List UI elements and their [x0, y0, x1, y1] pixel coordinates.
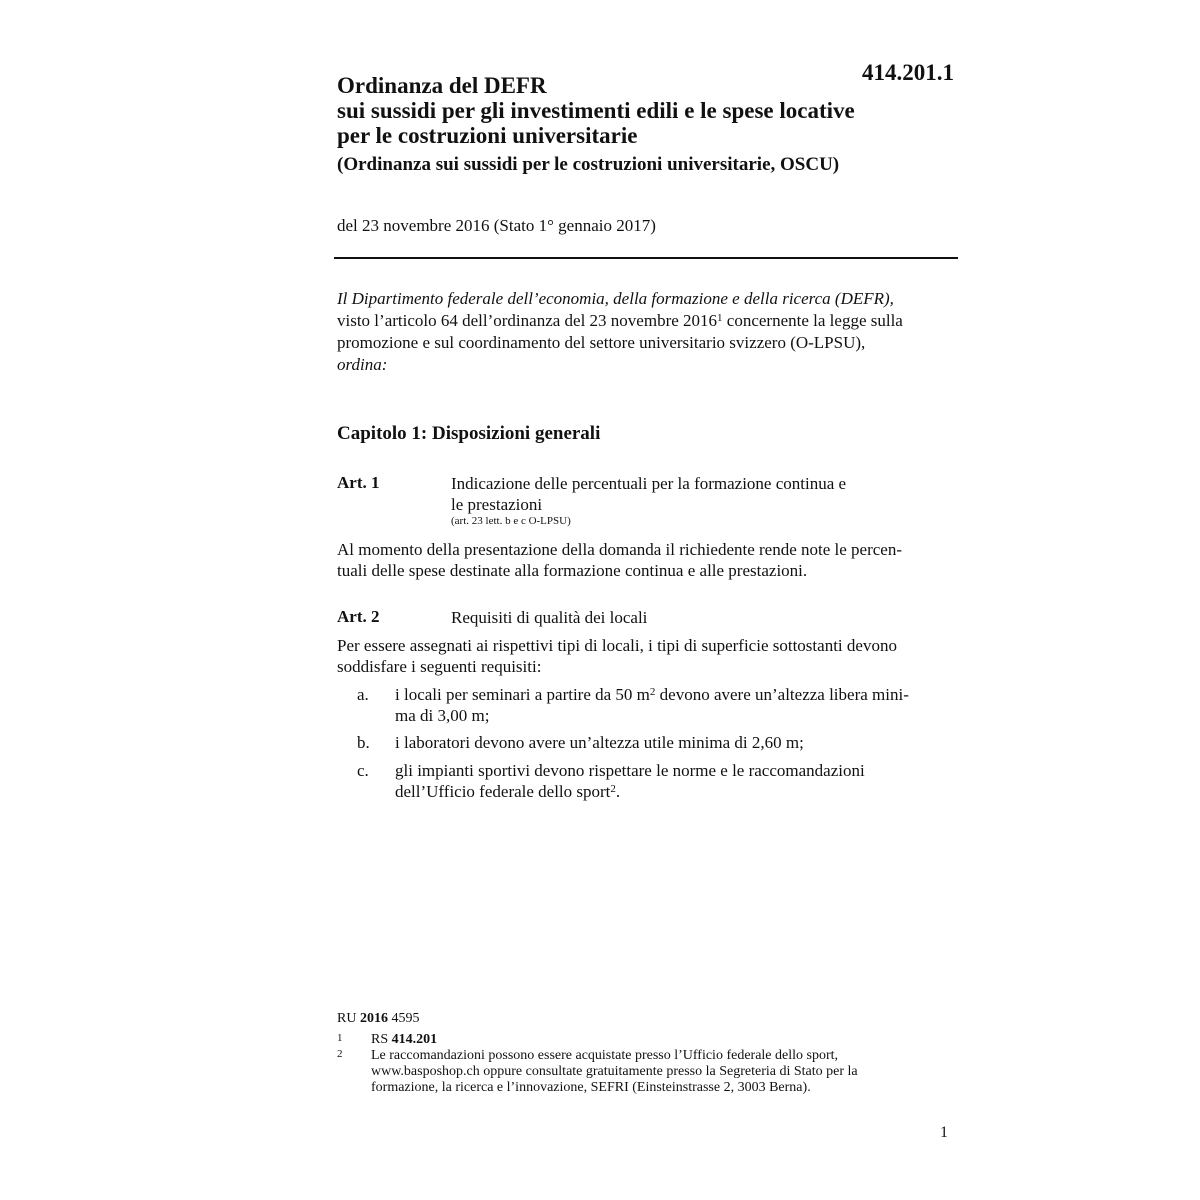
footnote-text-line-3: formazione, la ricerca e l’innovazione, SEFRI (Einsteinstrasse 2, 3003 Berna).	[371, 1080, 811, 1095]
page-number: 1	[940, 1124, 948, 1141]
title-line-2: sui sussidi per gli investimenti edili e le spese locative	[337, 98, 855, 123]
footnote-ref-2[interactable]: 2	[610, 783, 616, 795]
article-2-number: Art. 2	[337, 607, 380, 626]
footnote-text	[371, 1048, 957, 1096]
ru-page: 4595	[387, 1011, 420, 1026]
article-2-intro-line-2: soddisfare i seguenti requisiti:	[337, 657, 542, 676]
footnote-text-line-2: www.basposhop.ch oppure consultate gratuitamente presso la Segreteria di Stato per la	[371, 1064, 858, 1079]
list-item-letter: c.	[357, 761, 369, 780]
list-item-text: i laboratori devono avere un’altezza utile minima di 2,60 m;	[395, 733, 804, 752]
footnote-1	[337, 1032, 957, 1048]
article-1-heading	[337, 473, 955, 533]
list-item-letter: a.	[357, 685, 369, 704]
document-subtitle: (Ordinanza sui sussidi per le costruzioni universitarie, OSCU)	[337, 154, 840, 175]
list-item	[337, 760, 955, 804]
list-item-text	[395, 760, 955, 802]
list-item-letter: b.	[357, 733, 370, 752]
superscript: 2	[649, 686, 656, 698]
list-item-text-part: devono avere un’altezza libera mini-	[655, 685, 909, 704]
header-divider	[334, 257, 958, 259]
footnote-prefix: RS	[371, 1032, 392, 1047]
official-compilation-reference	[337, 1011, 419, 1027]
list-item-text-line-2: ma di 3,00 m;	[395, 706, 490, 725]
article-1-title	[451, 473, 891, 515]
chapter-heading: Capitolo 1: Disposizioni generali	[337, 423, 601, 444]
preamble-authority: Il Dipartimento federale dell’economia, della formazione e della ricerca (DEFR),	[337, 289, 894, 308]
list-item-text-line-1: gli impianti sportivi devono rispettare le norme e le raccomandazioni	[395, 761, 865, 780]
article-2-intro	[337, 635, 955, 677]
preamble-visto-line2: promozione e sul coordinamento del settore universitario svizzero (O-LPSU),	[337, 333, 866, 352]
article-2-title: Requisiti di qualità dei locali	[451, 608, 648, 627]
list-item-text-part: i locali per seminari a partire da 50 m	[395, 685, 650, 704]
footnote-ref-1[interactable]: 1	[717, 312, 723, 324]
footnote-text	[371, 1032, 957, 1048]
document-number: 414.201.1	[862, 60, 954, 85]
article-2-intro-line-1: Per essere assegnati ai rispettivi tipi di locali, i tipi di superficie sottostanti devono	[337, 636, 897, 655]
list-item	[337, 732, 955, 754]
article-1-title-line-2: le prestazioni	[451, 495, 543, 514]
preamble-ordina: ordina:	[337, 355, 388, 374]
article-1-text	[337, 539, 955, 581]
ru-prefix: RU	[337, 1011, 360, 1026]
footnote-number: 1	[337, 1032, 343, 1044]
article-1-reference: (art. 23 lett. b e c O-LPSU)	[451, 515, 571, 527]
footnote-ref-code: 414.201	[391, 1032, 438, 1047]
article-2-heading	[337, 607, 955, 629]
title-line-1: Ordinanza del DEFR	[337, 73, 547, 98]
article-1-title-line-1: Indicazione delle percentuali per la formazione continua e	[451, 474, 847, 493]
list-item-text-part: dell’Ufficio federale dello sport	[395, 782, 611, 801]
document-title	[337, 73, 957, 148]
preamble-visto-text-cont: concernente la legge sulla	[722, 311, 903, 330]
footnote-number: 2	[337, 1048, 343, 1060]
footnote-2	[337, 1048, 957, 1096]
preamble	[337, 288, 955, 376]
list-item-text-part: .	[615, 782, 621, 801]
article-1-number: Art. 1	[337, 473, 380, 492]
article-1-text-line-1: Al momento della presentazione della domanda il richiedente rende note le percen-	[337, 540, 903, 559]
preamble-visto-text: visto l’articolo 64 dell’ordinanza del 23 novembre 2016	[337, 311, 718, 330]
document-date: del 23 novembre 2016 (Stato 1° gennaio 2017)	[337, 216, 656, 235]
footnote-text-line-1: Le raccomandazioni possono essere acquistate presso l’Ufficio federale dello sport,	[371, 1048, 839, 1063]
list-item	[337, 684, 955, 728]
preamble-visto	[337, 310, 955, 332]
ru-year: 2016	[359, 1011, 388, 1026]
article-1-text-line-2: tuali delle spese destinate alla formazione continua e alle prestazioni.	[337, 561, 808, 580]
list-item-text	[395, 684, 955, 726]
list-item-text-line-2	[395, 781, 955, 802]
list-item-text-line-1	[395, 684, 955, 705]
title-line-3: per le costruzioni universitarie	[337, 123, 638, 148]
